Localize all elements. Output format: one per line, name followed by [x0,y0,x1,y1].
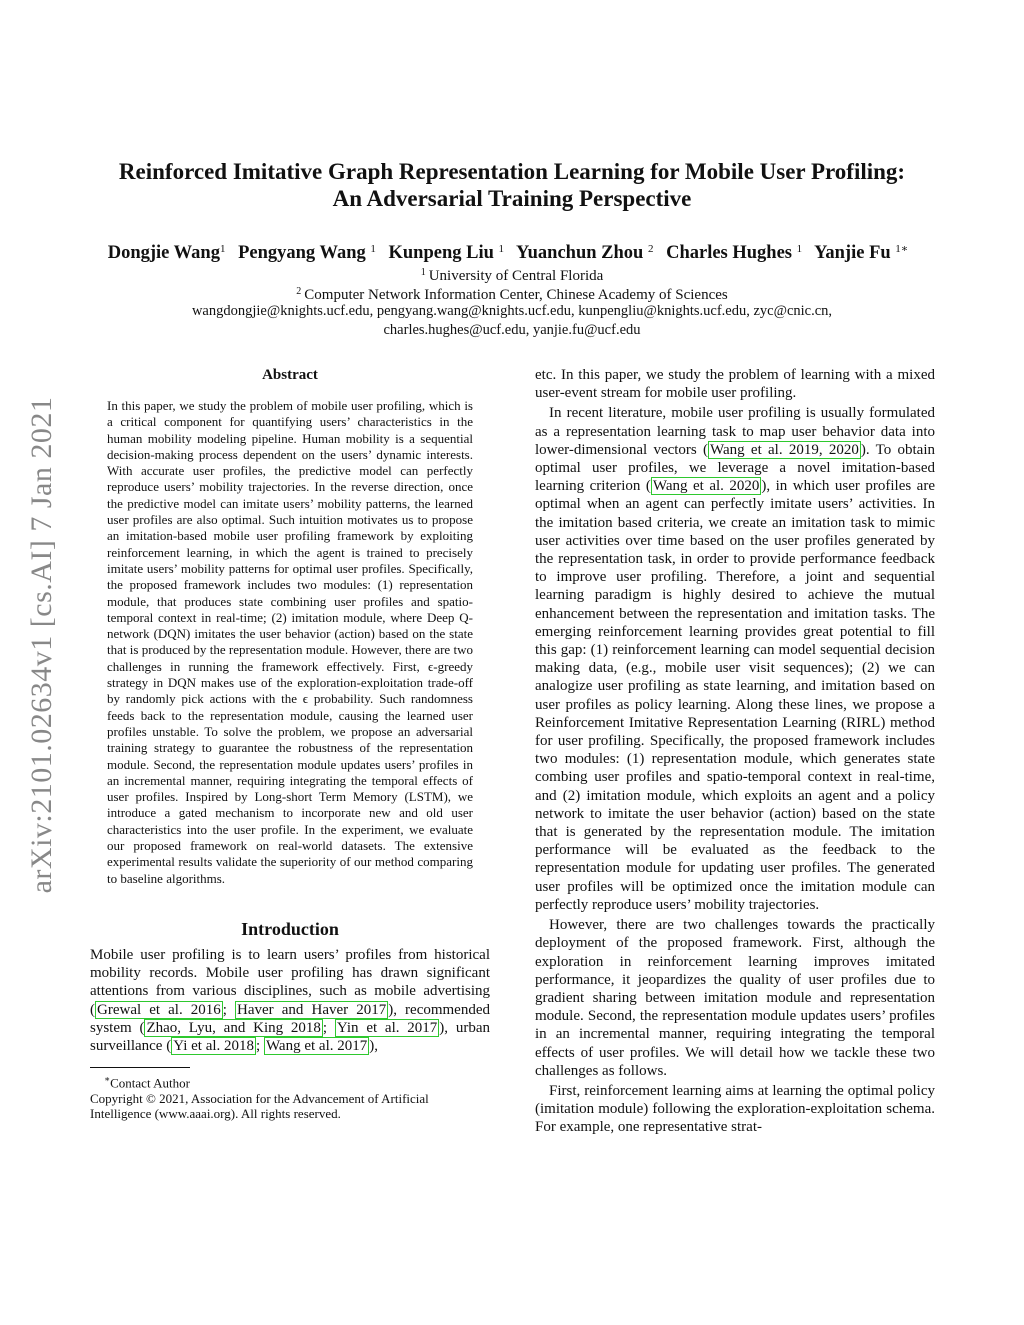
text-run: ; [256,1037,264,1054]
author-affil-mark: 1 [219,243,226,255]
author-affil-mark: 1∗ [895,243,909,255]
text-run: Mobile user profiling is to learn users’ profiles from historical mobility records. Mobile user profiling has drawn significant attentions from various disciplines, such as mobile advertising ( [90,946,490,1018]
right-column [535,366,935,1137]
citation-link[interactable]: Yi et al. 2018 [173,1037,255,1054]
citation-link[interactable]: Grewal et al. 2016 [97,1001,221,1018]
citation-link[interactable]: Haver and Haver 2017 [237,1001,387,1018]
text-run: ), recommended system ( [90,1001,491,1036]
citation-link[interactable]: Wang et al. 2017 [265,1037,368,1054]
intro-paragraph-3: However, there are two challenges towards the practically deployment of the proposed framework. First, although the exploration in reinforcement learning improves imitated performance, it jeopardizes the quality of user profiles due to gradient sharing between imitation module and representation module. Second, the representation module updates users’ profiles in an incremental manner, requiring integrating the temporal effects of user profiles. We will detail how we tackle these two challenges as follows. [535,917,935,1079]
abstract-text: In this paper, we study the problem of mobile user profiling, which is a critical component for quantifying users’ characteristics in the human mobility modeling pipeline. Human mobility is a sequential decision-making process dependent on the users’ dynamic interests. With accurate user profiles, the predictive model can perfectly reproduce users’ mobility trajectories. In the reverse direction, once the predictive model can imitate users’ mobility patterns, the learned user profiles are also optimal. Such intuition motivates us to propose an imitation-based mobile user profiling framework by exploiting reinforcement learning, in which the agent is trained to precisely imitate users’ mobility patterns for optimal user profiles. Specifically, the proposed framework includes two modules: (1) representation module, that produces state combining user profiles and spatio-temporal context in real-time; (2) imitation module, where Deep Q-network (DQN) imitates the user behavior (action) based on the state that is produced by the representation module. However, there are two challenges in running the framework effectively. First, ϵ-greedy strategy in DQN makes use of the exploration-exploitation trade-off by randomly pick actions with the ϵ probability. Such randomness feeds back to the representation module, causing the learned user profiles unstable. To solve the problem, we propose an adversarial training strategy to guarantee the robustness of the representation module. Second, the representation module updates users’ profiles in an incremental manner, requiring integrating the temporal effects of user profiles. Inspired by Long-short Term Memory (LSTM), we introduce a gated mechanism to incorporate new and old user characteristics into the user profile. In the experiment, we evaluate our proposed framework on real-world datasets. The extensive experimental results validate the superiority of our method comparing to baseline algorithms. [107,398,473,886]
text-run: ; [322,1019,335,1036]
text-run: In recent literature, mobile user profiling is usually formulated as a representation learning task to map user behavior data into lower-dimensional vectors ( [535,405,935,458]
text-run: ), in which user profiles are optimal when an agent can perfectly imitate users’ activities. In the imitation based criteria, we create an imitation task to mimic user activities over time based on the user profiles generated by the representation task, in order to provide performance feedback to improve user profiling. Therefore, a joint and sequential learning paradigm is highly desired to achieve the mutual enhancement between the representation and imitation tasks. The emerging reinforcement learning provides great potential to fill this gap: (1) reinforcement learning can model sequential decision making data, (e.g., mobile user visit sequences); (2) we can analogize user profiling as state learning, and imitation based on user profiles as policy learning. Along these lines, we propose a Reinforcement Imitative Representation Learning (RIRL) method for user profiling. Specifically, the proposed framework includes two modules: (1) representation module, which generates state combing user profiles and spatio-temporal context in real-time, and (2) imitation module, which exploits an agent and a policy network to imitate the user behavior (action) based on the state that is generated by the representation module. The imitation performance will be evaluated as the feedback to the representation module for updating user profiles. The generated user profiles will be optimized once the imitation module can perfectly reproduce users’ mobility trajectories. [535,478,935,913]
citation-link[interactable]: Yin et al. 2017 [336,1019,438,1036]
author-name: Charles Hughes [666,243,792,263]
affiliation-mark: 2 [296,286,302,297]
author-name: Pengyang Wang [238,243,366,263]
author-name: Yanjie Fu [814,243,891,263]
footnote-mark: ∗ [104,1074,111,1085]
citation-link[interactable]: Wang et al. 2020 [652,478,760,495]
introduction-heading: Introduction [241,918,339,939]
title-line-1: Reinforced Imitative Graph Representation Learning for Mobile User Profiling: [118,159,906,184]
text-run: ; [222,1001,236,1018]
intro-paragraph-continued: etc. In this paper, we study the problem of learning with a mixed user-event stream for mobile user profiling. [535,367,935,402]
title-line-2: An Adversarial Training Perspective [332,186,692,211]
text-run: ), urban surveillance ( [90,1019,490,1054]
author-affil-mark: 2 [647,243,654,255]
author-emails [60,302,964,340]
author-name: Yuanchun Zhou [515,243,644,263]
intro-paragraph-4: First, reinforcement learning aims at learning the optimal policy (imitation module) following the exploration-exploitation schema. For example, one representative strat- [535,1082,935,1136]
emails-line-2: charles.hughes@ucf.edu, yanjie.fu@ucf.edu [383,322,641,338]
intro-paragraph-1 [90,946,490,1055]
author-name: Kunpeng Liu [388,243,494,263]
text-run: ), [369,1037,378,1054]
abstract-heading: Abstract [262,367,318,383]
author-list [40,237,984,265]
text-run: ). To obtain optimal user profiles, we leverage a novel imitation-based learning criterion ( [535,441,935,495]
affiliation-mark: 1 [420,267,426,278]
arxiv-stamp: arXiv:2101.02634v1 [cs.AI] 7 Jan 2021 [25,396,58,894]
affiliation-2 [60,283,964,304]
author-name: Dongjie Wang [107,243,220,263]
citation-link[interactable]: Zhao, Lyu, and King 2018 [146,1019,321,1036]
author-affil-mark: 1 [370,243,376,255]
affiliation-text: Computer Network Information Center, Chinese Academy of Sciences [304,287,728,303]
footnote-contact [90,1072,490,1091]
citation-link[interactable]: Wang et al. 2019, 2020 [710,441,859,458]
footnote-contact-text: Contact Author [110,1075,190,1091]
author-affil-mark: 1 [796,243,803,255]
left-column [90,366,490,1122]
author-affil-mark: 1 [498,243,505,255]
paper-title [60,158,964,212]
affiliation-1 [60,264,964,285]
intro-paragraph-2 [535,404,935,914]
footnote-rule [90,1067,190,1068]
footnote-copyright: Copyright © 2021, Association for the Advancement of Artificial Intelligence (www.aaai.org). All rights reserved. [90,1090,429,1122]
affiliation-text: University of Central Florida [428,268,604,284]
emails-line-1: wangdongjie@knights.ucf.edu, pengyang.wang@knights.ucf.edu, kunpengliu@knights.ucf.edu, zyc@cnic.cn, [191,303,833,319]
